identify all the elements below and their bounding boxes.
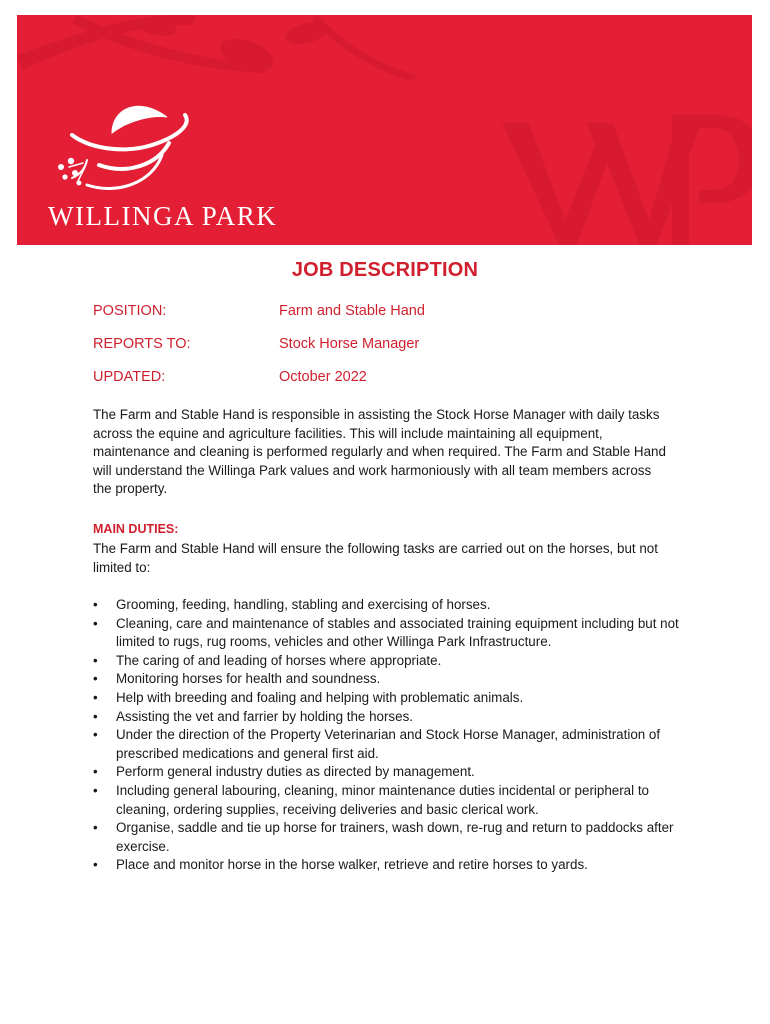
gum-leaf-logo-icon [69, 106, 187, 188]
list-item-text: Cleaning, care and maintenance of stables and associated training equipment including but not limited to rugs, rug rooms, vehicles and other Willinga Park Infrastructure. [116, 615, 679, 650]
list-item-text: Organise, saddle and tie up horse for trainers, wash down, re-rug and return to paddocks after exercise. [116, 820, 674, 854]
list-item [93, 726, 683, 763]
bullet-icon: • [93, 820, 98, 836]
bullet-icon: • [93, 764, 98, 780]
field-label: POSITION: [93, 303, 167, 319]
bullet-icon: • [93, 689, 98, 705]
list-item [93, 652, 683, 671]
list-item-text: Assisting the vet and farrier by holding the horses. [116, 708, 413, 724]
list-item-text: The caring of and leading of horses where appropriate. [116, 652, 442, 668]
field-label: UPDATED: [93, 369, 166, 385]
duties-list [93, 596, 683, 875]
bullet-icon: • [93, 782, 98, 798]
list-item [93, 856, 683, 875]
bullet-icon: • [93, 708, 98, 724]
intro-paragraph: The Farm and Stable Hand is responsible in assisting the Stock Horse Manager with daily tasks across the equine and agriculture facilities. This will include maintaining all equipment, maintenance and cleaning is performed regularly and when required. The Farm and Stable Hand will understand the Willinga Park values and work harmoniously with all team members across the property. [93, 407, 666, 497]
gum-nut-icon [58, 158, 81, 186]
bullet-icon: • [93, 597, 98, 612]
list-item [93, 670, 683, 689]
list-item [93, 689, 683, 708]
field-value: Farm and Stable Hand [279, 303, 425, 319]
list-item [93, 596, 683, 615]
bullet-icon: • [93, 727, 98, 743]
brand-name: WILLINGA PARK [48, 201, 278, 231]
page-title: JOB DESCRIPTION [291, 259, 479, 281]
list-item [93, 708, 683, 727]
list-item [93, 763, 683, 782]
header-banner [17, 15, 752, 245]
list-item-text: Grooming, feeding, handling, stabling and exercising of horses. [116, 597, 491, 612]
bullet-icon: • [93, 671, 98, 687]
list-item [93, 819, 683, 856]
duties-heading: MAIN DUTIES: [93, 522, 179, 536]
list-item-text: Perform general industry duties as directed by management. [116, 764, 475, 780]
field-value: Stock Horse Manager [279, 336, 420, 352]
list-item-text: Under the direction of the Property Veterinarian and Stock Horse Manager, administration of prescribed medications and general first aid. [116, 727, 661, 761]
list-item-text: Monitoring horses for health and soundness. [116, 671, 381, 687]
bullet-icon: • [93, 652, 98, 668]
bullet-icon: • [93, 857, 98, 873]
field-value: October 2022 [279, 369, 367, 385]
list-item-text: Help with breeding and foaling and helping with problematic animals. [116, 689, 524, 705]
list-item [93, 782, 683, 819]
bullet-icon: • [93, 615, 98, 631]
list-item-text: Including general labouring, cleaning, minor maintenance duties incidental or peripheral to cleaning, ordering supplies, receiving deliveries and basic clerical work. [116, 782, 649, 817]
list-item-text: Place and monitor horse in the horse walker, retrieve and retire horses to yards. [116, 857, 588, 873]
duties-intro: The Farm and Stable Hand will ensure the following tasks are carried out on the horses, but not limited to: [93, 541, 658, 575]
wp-monogram-icon [502, 115, 752, 245]
list-item [93, 615, 683, 652]
field-label: REPORTS TO: [93, 336, 191, 352]
